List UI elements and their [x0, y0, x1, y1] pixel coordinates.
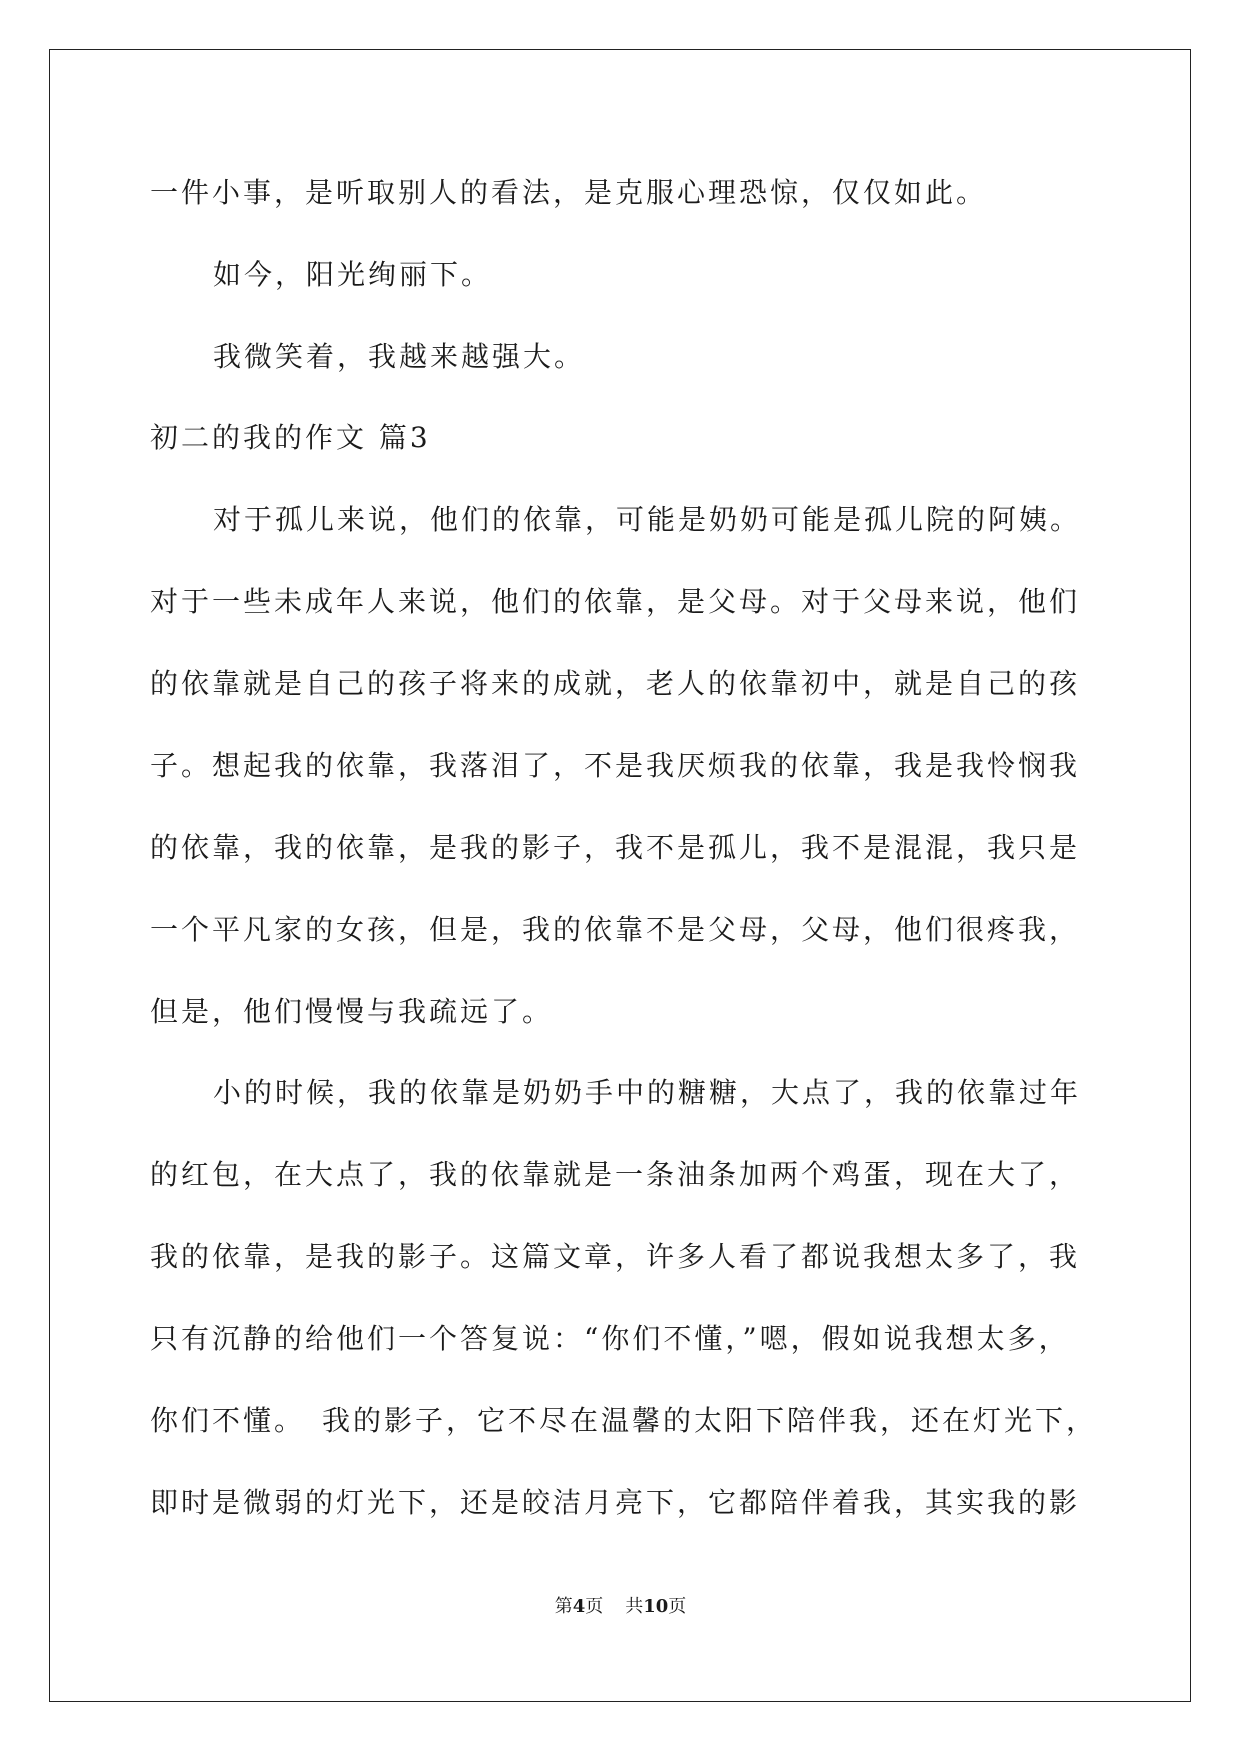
text-line-5: 对于孤儿来说，他们的依靠，可能是奶奶可能是孤儿院的阿姨。: [213, 503, 1082, 536]
footer-prefix: 第: [554, 1596, 573, 1617]
text-line-16: 你们不懂。 我的影子，它不尽在温馨的太阳下陪伴我，还在灯光下，: [150, 1404, 1098, 1437]
page-footer: [0, 1595, 1241, 1619]
footer-total-prefix: 共: [625, 1596, 644, 1617]
footer-total-pages: 10: [643, 1596, 669, 1617]
text-line-3: 我微笑着，我越来越强大。: [213, 340, 586, 373]
text-line-1: 一件小事，是听取别人的看法，是克服心理恐惊，仅仅如此。: [150, 176, 988, 209]
text-line-7: 的依靠就是自己的孩子将来的成就，老人的依靠初中，就是自己的孩: [150, 667, 1081, 700]
text-line-11: 但是，他们慢慢与我疏远了。: [150, 995, 554, 1028]
page-border: [49, 49, 1191, 1702]
text-line-2: 如今，阳光绚丽下。: [213, 258, 493, 291]
text-line-10: 一个平凡家的女孩，但是，我的依靠不是父母，父母，他们很疼我，: [150, 913, 1081, 946]
text-line-15: 只有沉静的给他们一个答复说：“你们不懂，”嗯，假如说我想太多，: [150, 1322, 1070, 1355]
text-line-17: 即时是微弱的灯光下，还是皎洁月亮下，它都陪伴着我，其实我的影: [150, 1486, 1081, 1519]
footer-total-suffix: 页: [668, 1596, 687, 1617]
text-line-9: 的依靠，我的依靠，是我的影子，我不是孤儿，我不是混混，我只是: [150, 831, 1081, 864]
footer-page-number: 4: [572, 1596, 586, 1617]
section-heading: 初二的我的作文 篇3: [150, 421, 431, 454]
footer-page-suffix: 页: [585, 1596, 604, 1617]
text-line-12: 小的时候，我的依靠是奶奶手中的糖糖，大点了，我的依靠过年: [213, 1076, 1082, 1109]
text-line-6: 对于一些未成年人来说，他们的依靠，是父母。对于父母来说，他们: [150, 585, 1081, 618]
text-line-8: 子。想起我的依靠，我落泪了，不是我厌烦我的依靠，我是我怜悯我: [150, 749, 1081, 782]
text-line-13: 的红包，在大点了，我的依靠就是一条油条加两个鸡蛋，现在大了，: [150, 1158, 1081, 1191]
text-line-14: 我的依靠，是我的影子。这篇文章，许多人看了都说我想太多了，我: [150, 1240, 1081, 1273]
